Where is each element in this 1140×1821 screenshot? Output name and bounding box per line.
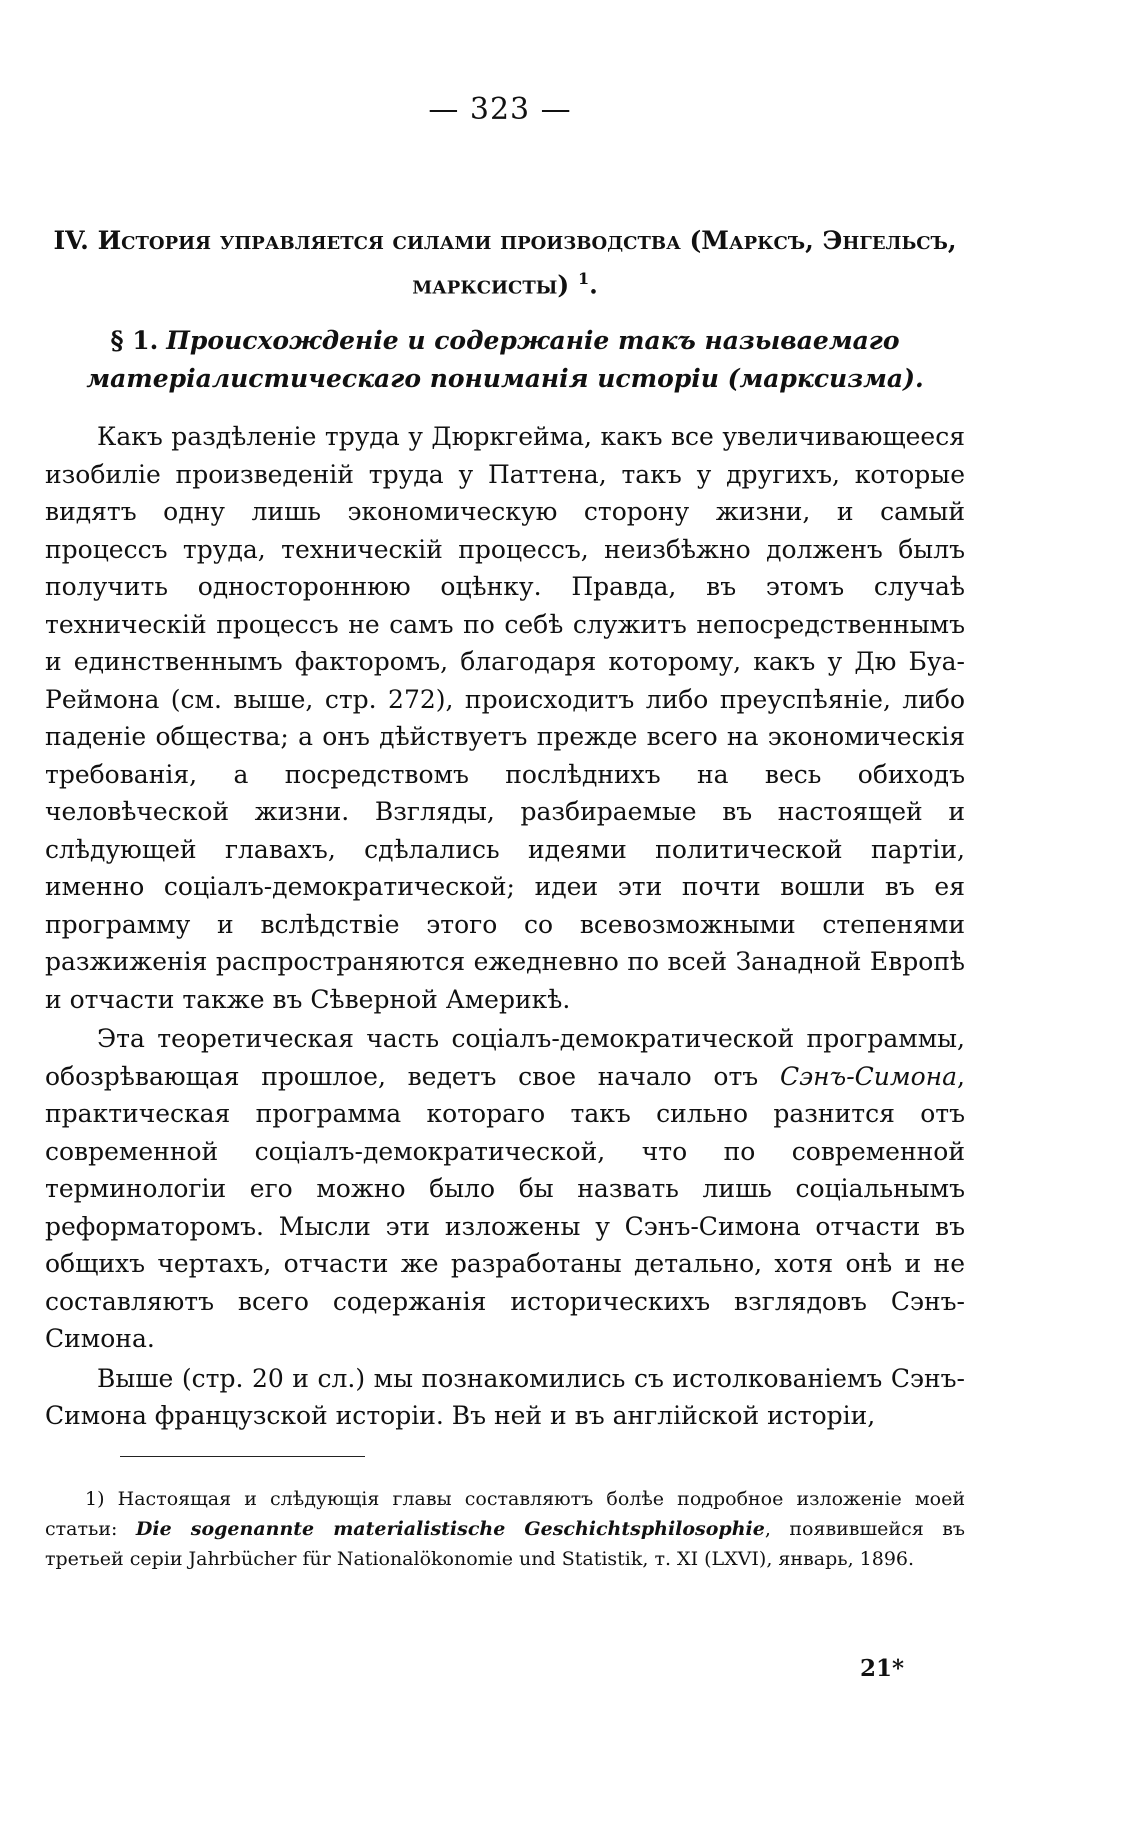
page-number: — 323 —	[428, 92, 572, 127]
footnote-marker: 1)	[85, 1488, 105, 1510]
paragraph-2-end: , практическая программа котораго такъ сильно разнится отъ современной соціалъ-демократической, что по современной терминологіи его можно было бы назвать лишь соціальнымъ реформаторомъ. Мысли эти изложены у Сэнъ-Симона отчасти въ общихъ чертахъ, отчасти же разработаны детально, хотя онѣ и не составляютъ всего содержанія историческихъ взглядовъ Сэнъ-Симона.	[45, 1061, 965, 1353]
body-text	[45, 418, 965, 1437]
subsection-number: § 1.	[110, 326, 159, 355]
printer-signature: 21*	[860, 1655, 905, 1682]
paragraph-1: Какъ раздѣленіе труда у Дюркгейма, какъ все увеличивающееся изобиліе произведеній труда у Паттена, такъ у другихъ, которые видятъ одну лишь экономическую сторону жизни, и самый процессъ труда, техническій процессъ, неизбѣжно долженъ былъ получить одностороннюю оцѣнку. Правда, въ этомъ случаѣ техническій процессъ не самъ по себѣ служитъ непосредственнымъ и единственнымъ факторомъ, благодаря которому, какъ у Дю Буа-Реймона (см. выше, стр. 272), происходитъ либо преуспѣяніе, либо паденіе общества; а онъ дѣйствуетъ прежде всего на экономическія требованія, а посредствомъ послѣднихъ на весь обиходъ человѣческой жизни. Взгляды, разбираемые въ настоящей и слѣдующей главахъ, сдѣлались идеями политической партіи, именно соціалъ-демократической; идеи эти почти вошли въ ея программу и вслѣдствіе этого со всевозможными степенями разжиженія распространяются ежедневно по всей Занадной Европѣ и отчасти также въ Сѣверной Америкѣ.	[45, 422, 965, 1014]
paragraph-2-start: Эта теоретическая часть соціалъ-демократической программы, обозрѣвающая прошлое, ведетъ свое начало отъ	[45, 1024, 965, 1091]
footnote-article-title: Die sogenannte materialistische Geschichtsphilosophie	[135, 1518, 765, 1540]
emphasized-name: Сэнъ-Симона	[779, 1061, 958, 1091]
subsection-title-text: Происхожденіе и содержаніе такъ называемаго матеріалистическаго пониманія исторіи (марксизма).	[86, 326, 924, 393]
subsection-title	[45, 322, 965, 398]
footnote	[45, 1484, 965, 1574]
section-title-text: IV. История управляется силами производства (Марксъ, Энгельсъ, марксисты)	[53, 226, 957, 300]
section-title	[45, 222, 965, 304]
section-title-tail: .	[589, 270, 598, 300]
footnote-text-end: , появившейся въ третьей серіи Jahrbücher für Nationalökonomie und Statistik, т. XI (LXVI), январь, 1896.	[45, 1518, 965, 1570]
footnote-text-start: Настоящая и слѣдующія главы составляютъ болѣе подробное изложеніе моей статьи:	[45, 1488, 965, 1540]
paragraph-2	[45, 1020, 965, 1358]
footnote-divider	[120, 1456, 365, 1457]
footnote-ref: 1	[577, 269, 590, 288]
paragraph-3: Выше (стр. 20 и сл.) мы познакомились съ истолкованіемъ Сэнъ-Симона французской исторіи. Въ ней и въ англійской исторіи,	[45, 1363, 965, 1430]
